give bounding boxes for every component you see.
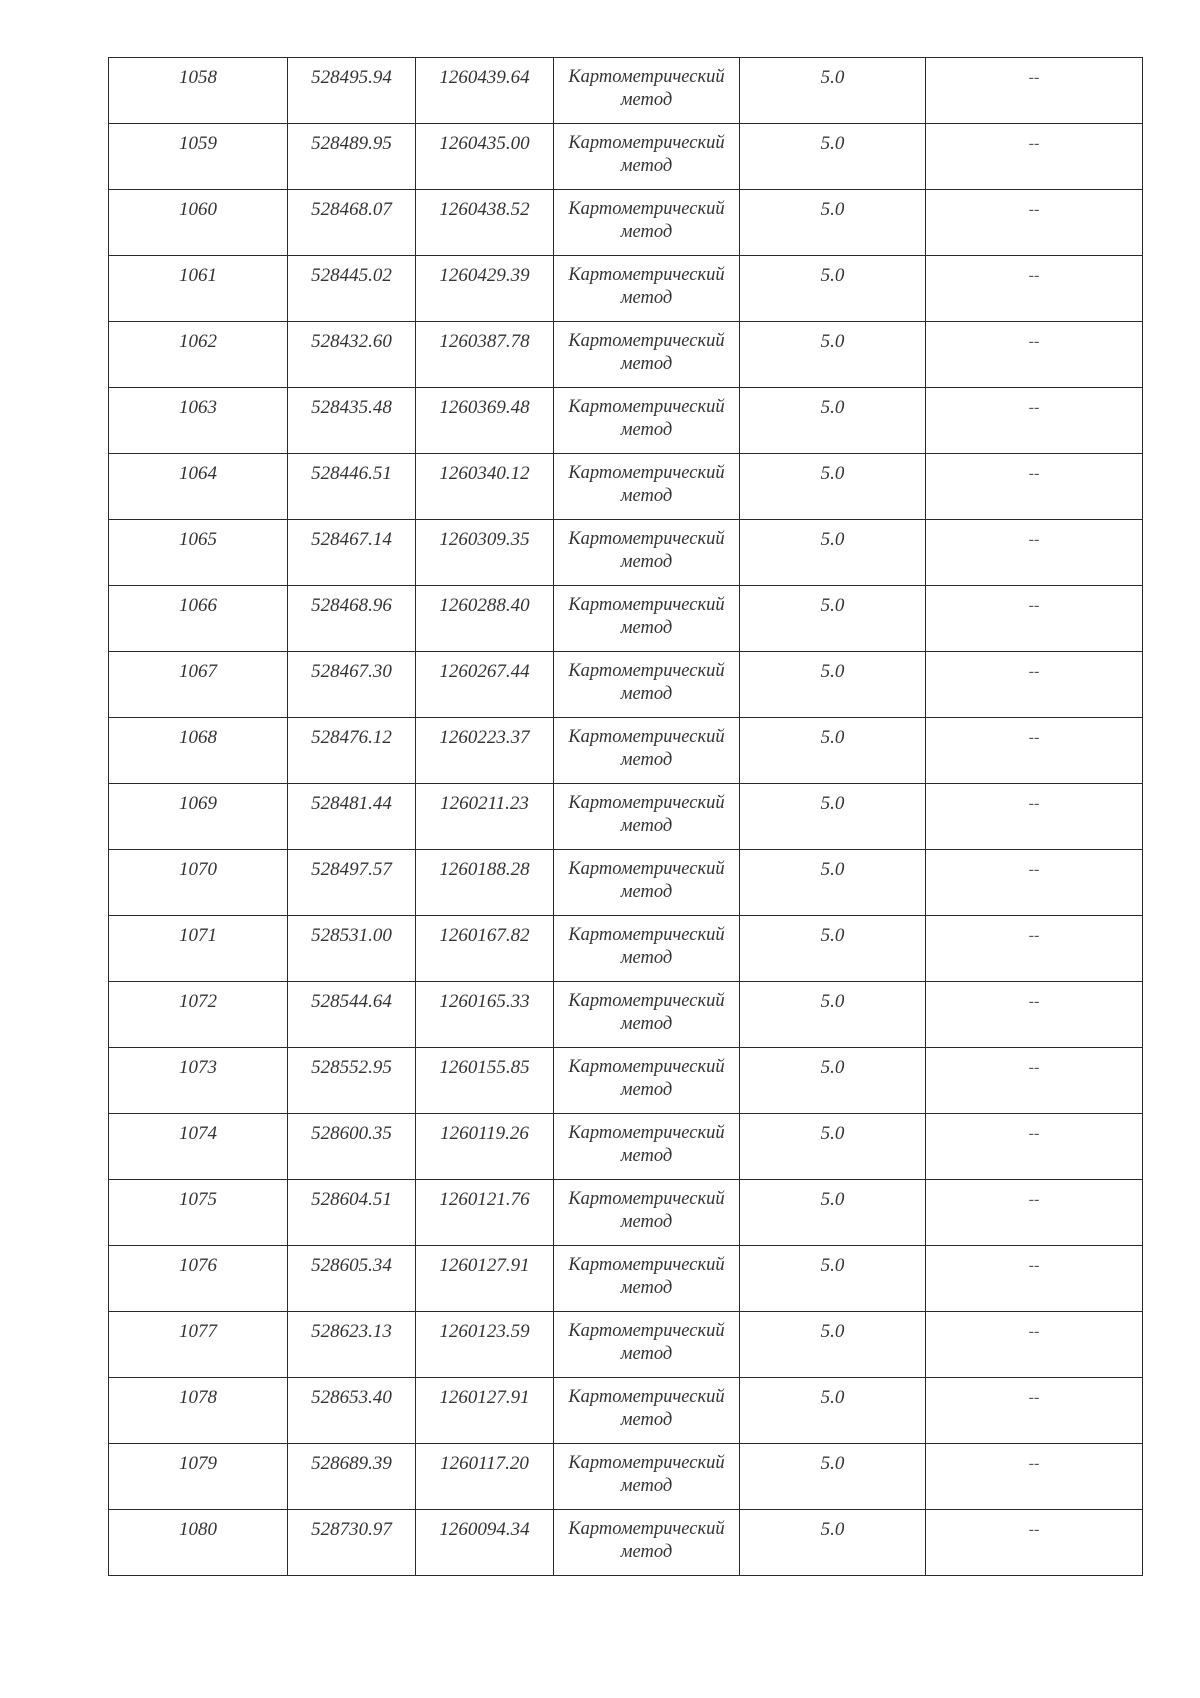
method-line-2: метод <box>620 1410 673 1430</box>
method-line-2: метод <box>620 1476 673 1496</box>
method-line-1: Картометрический <box>568 529 725 549</box>
note-cell: -- <box>926 1510 1143 1576</box>
x-coordinate-cell: 528481.44 <box>288 784 416 850</box>
point-number-cell: 1073 <box>109 1048 288 1114</box>
method-cell <box>554 1444 740 1510</box>
y-coordinate-cell: 1260211.23 <box>416 784 554 850</box>
method-line-2: метод <box>620 486 673 506</box>
accuracy-cell: 5.0 <box>740 124 926 190</box>
point-number-cell: 1064 <box>109 454 288 520</box>
method-line-1: Картометрический <box>568 133 725 153</box>
x-coordinate-cell: 528497.57 <box>288 850 416 916</box>
method-line-2: метод <box>620 90 673 110</box>
method-line-1: Картометрический <box>568 859 725 879</box>
table-row <box>109 1180 1143 1246</box>
note-cell: -- <box>926 1444 1143 1510</box>
accuracy-cell: 5.0 <box>740 1312 926 1378</box>
note-cell: -- <box>926 190 1143 256</box>
x-coordinate-cell: 528489.95 <box>288 124 416 190</box>
table-row <box>109 718 1143 784</box>
y-coordinate-cell: 1260288.40 <box>416 586 554 652</box>
x-coordinate-cell: 528600.35 <box>288 1114 416 1180</box>
x-coordinate-cell: 528468.07 <box>288 190 416 256</box>
method-line-1: Картометрический <box>568 793 725 813</box>
method-line-2: метод <box>620 684 673 704</box>
point-number-cell: 1074 <box>109 1114 288 1180</box>
point-number-cell: 1078 <box>109 1378 288 1444</box>
y-coordinate-cell: 1260127.91 <box>416 1246 554 1312</box>
note-cell: -- <box>926 850 1143 916</box>
method-line-2: метод <box>620 882 673 902</box>
method-line-2: метод <box>620 156 673 176</box>
note-cell: -- <box>926 1180 1143 1246</box>
method-cell <box>554 1246 740 1312</box>
point-number-cell: 1079 <box>109 1444 288 1510</box>
table-row <box>109 124 1143 190</box>
table-row <box>109 586 1143 652</box>
method-line-2: метод <box>620 222 673 242</box>
accuracy-cell: 5.0 <box>740 586 926 652</box>
point-number-cell: 1058 <box>109 58 288 124</box>
method-line-2: метод <box>620 552 673 572</box>
y-coordinate-cell: 1260435.00 <box>416 124 554 190</box>
method-line-2: метод <box>620 354 673 374</box>
method-cell <box>554 1180 740 1246</box>
method-cell <box>554 1048 740 1114</box>
note-cell: -- <box>926 454 1143 520</box>
point-number-cell: 1068 <box>109 718 288 784</box>
point-number-cell: 1076 <box>109 1246 288 1312</box>
method-cell <box>554 1114 740 1180</box>
note-cell: -- <box>926 982 1143 1048</box>
method-line-1: Картометрический <box>568 199 725 219</box>
y-coordinate-cell: 1260387.78 <box>416 322 554 388</box>
accuracy-cell: 5.0 <box>740 1180 926 1246</box>
method-line-1: Картометрический <box>568 67 725 87</box>
method-cell <box>554 586 740 652</box>
accuracy-cell: 5.0 <box>740 520 926 586</box>
point-number-cell: 1060 <box>109 190 288 256</box>
y-coordinate-cell: 1260121.76 <box>416 1180 554 1246</box>
method-cell <box>554 454 740 520</box>
note-cell: -- <box>926 718 1143 784</box>
note-cell: -- <box>926 322 1143 388</box>
point-number-cell: 1080 <box>109 1510 288 1576</box>
note-cell: -- <box>926 1048 1143 1114</box>
accuracy-cell: 5.0 <box>740 718 926 784</box>
method-line-1: Картометрический <box>568 265 725 285</box>
point-number-cell: 1067 <box>109 652 288 718</box>
note-cell: -- <box>926 58 1143 124</box>
note-cell: -- <box>926 1246 1143 1312</box>
x-coordinate-cell: 528730.97 <box>288 1510 416 1576</box>
accuracy-cell: 5.0 <box>740 1444 926 1510</box>
coordinates-table <box>108 57 1143 1576</box>
method-line-1: Картометрический <box>568 1189 725 1209</box>
method-cell <box>554 850 740 916</box>
x-coordinate-cell: 528689.39 <box>288 1444 416 1510</box>
table-row <box>109 652 1143 718</box>
method-cell <box>554 520 740 586</box>
accuracy-cell: 5.0 <box>740 1114 926 1180</box>
x-coordinate-cell: 528467.14 <box>288 520 416 586</box>
method-line-2: метод <box>620 1212 673 1232</box>
table-row <box>109 190 1143 256</box>
method-cell <box>554 322 740 388</box>
x-coordinate-cell: 528468.96 <box>288 586 416 652</box>
method-cell <box>554 388 740 454</box>
method-line-1: Картометрический <box>568 1255 725 1275</box>
accuracy-cell: 5.0 <box>740 58 926 124</box>
x-coordinate-cell: 528653.40 <box>288 1378 416 1444</box>
note-cell: -- <box>926 586 1143 652</box>
accuracy-cell: 5.0 <box>740 322 926 388</box>
method-cell <box>554 982 740 1048</box>
table-row <box>109 1048 1143 1114</box>
method-cell <box>554 916 740 982</box>
y-coordinate-cell: 1260123.59 <box>416 1312 554 1378</box>
note-cell: -- <box>926 124 1143 190</box>
table-row <box>109 1378 1143 1444</box>
method-line-1: Картометрический <box>568 991 725 1011</box>
x-coordinate-cell: 528445.02 <box>288 256 416 322</box>
method-line-1: Картометрический <box>568 925 725 945</box>
method-line-2: метод <box>620 1278 673 1298</box>
accuracy-cell: 5.0 <box>740 454 926 520</box>
method-line-2: метод <box>620 750 673 770</box>
accuracy-cell: 5.0 <box>740 1048 926 1114</box>
x-coordinate-cell: 528623.13 <box>288 1312 416 1378</box>
method-line-2: метод <box>620 618 673 638</box>
method-cell <box>554 58 740 124</box>
note-cell: -- <box>926 1312 1143 1378</box>
table-row <box>109 388 1143 454</box>
note-cell: -- <box>926 652 1143 718</box>
x-coordinate-cell: 528467.30 <box>288 652 416 718</box>
table-row <box>109 982 1143 1048</box>
point-number-cell: 1059 <box>109 124 288 190</box>
table-row <box>109 520 1143 586</box>
accuracy-cell: 5.0 <box>740 784 926 850</box>
note-cell: -- <box>926 784 1143 850</box>
method-cell <box>554 1378 740 1444</box>
method-line-1: Картометрический <box>568 397 725 417</box>
method-line-2: метод <box>620 948 673 968</box>
point-number-cell: 1075 <box>109 1180 288 1246</box>
method-line-1: Картометрический <box>568 1453 725 1473</box>
table-row <box>109 1312 1143 1378</box>
method-line-2: метод <box>620 1080 673 1100</box>
method-cell <box>554 784 740 850</box>
y-coordinate-cell: 1260188.28 <box>416 850 554 916</box>
y-coordinate-cell: 1260340.12 <box>416 454 554 520</box>
method-cell <box>554 190 740 256</box>
table-row <box>109 916 1143 982</box>
accuracy-cell: 5.0 <box>740 256 926 322</box>
method-line-1: Картометрический <box>568 1321 725 1341</box>
x-coordinate-cell: 528605.34 <box>288 1246 416 1312</box>
y-coordinate-cell: 1260223.37 <box>416 718 554 784</box>
table-row <box>109 1246 1143 1312</box>
method-cell <box>554 718 740 784</box>
point-number-cell: 1072 <box>109 982 288 1048</box>
method-line-2: метод <box>620 1542 673 1562</box>
y-coordinate-cell: 1260438.52 <box>416 190 554 256</box>
y-coordinate-cell: 1260119.26 <box>416 1114 554 1180</box>
accuracy-cell: 5.0 <box>740 916 926 982</box>
method-line-2: метод <box>620 420 673 440</box>
method-line-1: Картометрический <box>568 331 725 351</box>
y-coordinate-cell: 1260165.33 <box>416 982 554 1048</box>
accuracy-cell: 5.0 <box>740 1246 926 1312</box>
point-number-cell: 1062 <box>109 322 288 388</box>
point-number-cell: 1069 <box>109 784 288 850</box>
note-cell: -- <box>926 916 1143 982</box>
table-row <box>109 454 1143 520</box>
method-line-1: Картометрический <box>568 1387 725 1407</box>
method-line-2: метод <box>620 288 673 308</box>
y-coordinate-cell: 1260155.85 <box>416 1048 554 1114</box>
method-line-2: метод <box>620 1344 673 1364</box>
point-number-cell: 1061 <box>109 256 288 322</box>
point-number-cell: 1071 <box>109 916 288 982</box>
y-coordinate-cell: 1260127.91 <box>416 1378 554 1444</box>
method-line-2: метод <box>620 816 673 836</box>
point-number-cell: 1066 <box>109 586 288 652</box>
table-row <box>109 58 1143 124</box>
coordinates-table-body <box>109 58 1143 1576</box>
x-coordinate-cell: 528531.00 <box>288 916 416 982</box>
method-cell <box>554 124 740 190</box>
point-number-cell: 1065 <box>109 520 288 586</box>
y-coordinate-cell: 1260429.39 <box>416 256 554 322</box>
point-number-cell: 1070 <box>109 850 288 916</box>
x-coordinate-cell: 528432.60 <box>288 322 416 388</box>
table-row <box>109 256 1143 322</box>
y-coordinate-cell: 1260167.82 <box>416 916 554 982</box>
x-coordinate-cell: 528495.94 <box>288 58 416 124</box>
table-row <box>109 1114 1143 1180</box>
accuracy-cell: 5.0 <box>740 1378 926 1444</box>
method-line-1: Картометрический <box>568 661 725 681</box>
accuracy-cell: 5.0 <box>740 652 926 718</box>
note-cell: -- <box>926 1114 1143 1180</box>
method-cell <box>554 256 740 322</box>
method-line-1: Картометрический <box>568 1519 725 1539</box>
x-coordinate-cell: 528604.51 <box>288 1180 416 1246</box>
point-number-cell: 1077 <box>109 1312 288 1378</box>
note-cell: -- <box>926 520 1143 586</box>
accuracy-cell: 5.0 <box>740 1510 926 1576</box>
y-coordinate-cell: 1260369.48 <box>416 388 554 454</box>
method-line-1: Картометрический <box>568 595 725 615</box>
method-cell <box>554 1312 740 1378</box>
y-coordinate-cell: 1260439.64 <box>416 58 554 124</box>
accuracy-cell: 5.0 <box>740 388 926 454</box>
x-coordinate-cell: 528476.12 <box>288 718 416 784</box>
y-coordinate-cell: 1260094.34 <box>416 1510 554 1576</box>
y-coordinate-cell: 1260117.20 <box>416 1444 554 1510</box>
x-coordinate-cell: 528544.64 <box>288 982 416 1048</box>
accuracy-cell: 5.0 <box>740 190 926 256</box>
method-line-2: метод <box>620 1014 673 1034</box>
note-cell: -- <box>926 388 1143 454</box>
accuracy-cell: 5.0 <box>740 982 926 1048</box>
table-row <box>109 1444 1143 1510</box>
x-coordinate-cell: 528552.95 <box>288 1048 416 1114</box>
y-coordinate-cell: 1260309.35 <box>416 520 554 586</box>
method-line-1: Картометрический <box>568 727 725 747</box>
accuracy-cell: 5.0 <box>740 850 926 916</box>
method-cell <box>554 652 740 718</box>
table-row <box>109 322 1143 388</box>
method-line-1: Картометрический <box>568 1123 725 1143</box>
note-cell: -- <box>926 256 1143 322</box>
method-line-2: метод <box>620 1146 673 1166</box>
point-number-cell: 1063 <box>109 388 288 454</box>
x-coordinate-cell: 528446.51 <box>288 454 416 520</box>
method-line-1: Картометрический <box>568 1057 725 1077</box>
table-row <box>109 1510 1143 1576</box>
note-cell: -- <box>926 1378 1143 1444</box>
method-line-1: Картометрический <box>568 463 725 483</box>
table-row <box>109 850 1143 916</box>
method-cell <box>554 1510 740 1576</box>
y-coordinate-cell: 1260267.44 <box>416 652 554 718</box>
x-coordinate-cell: 528435.48 <box>288 388 416 454</box>
table-row <box>109 784 1143 850</box>
